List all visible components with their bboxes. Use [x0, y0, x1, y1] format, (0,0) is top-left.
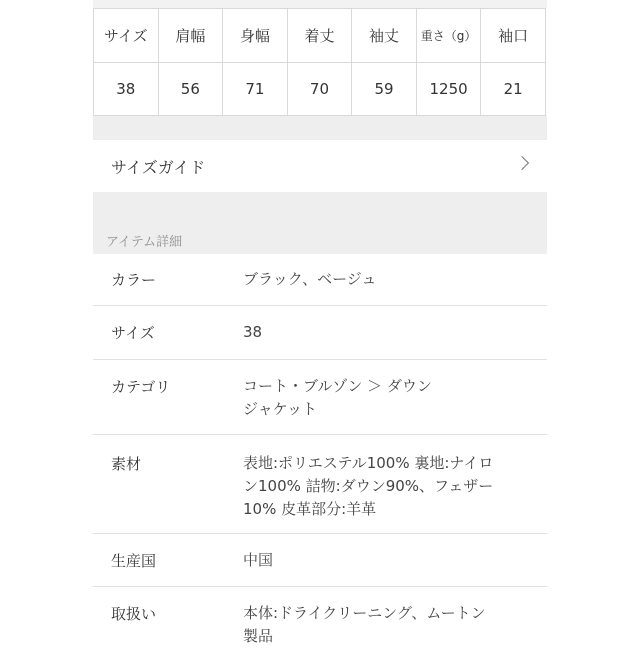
value-weight: 1250	[416, 63, 481, 116]
care-line-2: 製品	[243, 627, 274, 645]
detail-label: カテゴリ	[111, 378, 171, 396]
detail-row-care	[93, 587, 547, 645]
size-table-header-row	[94, 9, 546, 63]
section-title: アイテム詳細	[106, 235, 183, 250]
detail-row-material	[93, 435, 547, 533]
header-length: 着丈	[287, 9, 352, 63]
material-line-1: 表地:ポリエステル100% 裏地:ナイロ	[243, 454, 494, 472]
detail-value	[243, 602, 535, 648]
material-line-3: 10% 皮革部分:羊革	[243, 500, 377, 518]
detail-label: 取扱い	[111, 605, 157, 623]
care-line-1: 本体:ドライクリーニング、ムートン	[243, 604, 486, 622]
header-sleeve: 袖丈	[352, 9, 417, 63]
header-size: サイズ	[94, 9, 159, 63]
detail-value: 38	[243, 323, 263, 341]
value-chest: 71	[223, 63, 288, 116]
value-shoulder: 56	[158, 63, 223, 116]
detail-row-category	[93, 360, 547, 434]
detail-label: 生産国	[111, 552, 157, 570]
category-line-2: ジャケット	[243, 400, 317, 418]
size-guide-link[interactable]	[93, 140, 547, 192]
detail-label: サイズ	[111, 324, 155, 342]
header-cuff: 袖口	[481, 9, 546, 63]
chevron-right-icon	[515, 156, 529, 170]
detail-label: 素材	[111, 455, 142, 473]
detail-row-country	[93, 534, 547, 586]
material-line-2: ン100% 詰物:ダウン90%、フェザー	[243, 477, 494, 495]
detail-row-color	[93, 254, 547, 305]
header-shoulder: 肩幅	[158, 9, 223, 63]
top-strip	[93, 0, 547, 8]
detail-value: 中国	[243, 551, 274, 569]
category-line-1: コート・ブルゾン ＞ ダウン	[243, 377, 432, 395]
detail-value	[243, 452, 535, 521]
value-length: 70	[287, 63, 352, 116]
header-chest: 身幅	[223, 9, 288, 63]
value-size: 38	[94, 63, 159, 116]
detail-value[interactable]	[243, 375, 535, 421]
size-table-value-row	[94, 63, 546, 116]
size-table	[93, 8, 546, 116]
value-cuff: 21	[481, 63, 546, 116]
spacer-gray	[93, 116, 547, 140]
size-guide-label: サイズガイド	[111, 157, 206, 177]
header-weight: 重さ（g）	[416, 9, 481, 63]
detail-row-size	[93, 306, 547, 359]
detail-label: カラー	[111, 271, 157, 289]
detail-value: ブラック、ベージュ	[243, 270, 377, 288]
value-sleeve: 59	[352, 63, 417, 116]
